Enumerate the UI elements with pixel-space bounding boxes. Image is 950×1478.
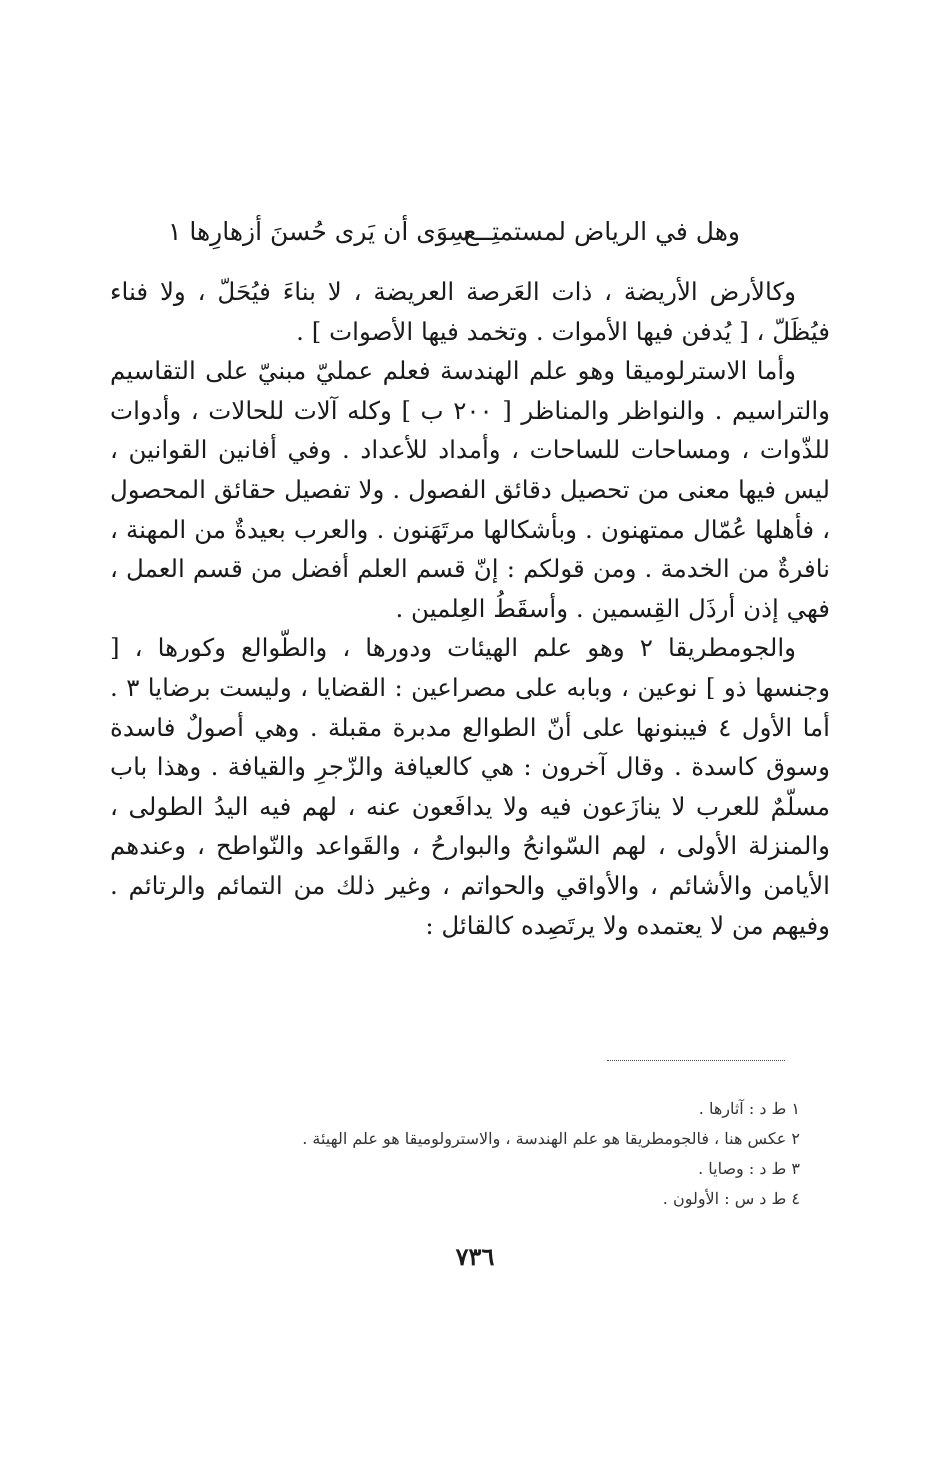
paragraph-1: وكالأرض الأريضة ، ذات العَرصة العريضة ، لا بناءَ فيُحَلّ ، ولا فناء فيُظَلّ ، [ يُدفن فيها الأموات . وتخمد فيها الأصوات ] . [110,277,830,346]
footnotes [210,1094,800,1214]
footnote-1: ١ ط د : آثارها . [698,1099,800,1118]
verse-hemistich-second: سِوَى أن يَرى حُسنَ أزهارِها ١ [168,217,470,246]
footnote-separator [607,1060,785,1061]
page-number: ٧٣٦ [455,1242,495,1271]
paragraph-3: والجومطريقا ٢ وهو علم الهيئات ودورها ، والطّوالع وكورها ، [ وجنسها ذو ] نوعين ، وبابه على مصراعين : القضايا ، وليست برضايا ٣ . أما الأول ٤ فيبنونها على أنّ الطوالع مدبرة مقبلة . وهي أصولٌ فاسدة وسوق كاسدة . وقال آخرون : هي كالعيافة والزّجرِ والقيافة . وهذا باب مسلّمٌ للعرب لا ينازَعون فيه ولا يدافَعون عنه ، لهم فيه اليدُ الطولى ، والمنزلة الأولى ، لهم السّوانحُ والبوارحُ ، والقَواعد والنّواطح ، وعندهم الأيامن والأشائم ، والأواقي والحواتم ، وغير ذلك من التمائم والرتائم . وفيهم من لا يعتمده ولا يرتَصِده كالقائل : [110,633,830,940]
footnote-2: ٢ عكس هنا ، فالجومطريقا هو علم الهندسة ، والاسترولوميقا هو علم الهيئة . [302,1129,800,1148]
verse-hemistich-first: وهل في الرياض لمستمتِــع [464,217,740,246]
footnote-3: ٣ ط د : وصايا . [698,1159,800,1178]
poetry-verse [150,212,740,252]
paragraph-2: وأما الاسترلوميقا وهو علم الهندسة فعلم عمليّ مبنيّ على التقاسيم والتراسيم . والنواظر والمناظر [ ٢٠٠ ب ] وكله آلات للحالات ، وأدوات للذّوات ، ومساحات للساحات ، وأمداد للأعداد . وفي أفانين القوانين ، ليس فيها معنى من تحصيل دقائق الفصول . ولا تفصيل حقائق المحصول ، فأهلها عُمّال ممتهنون . وبأشكالها مرتَهَنون . والعرب بعيدةٌ من المهنة ، نافرةٌ من الخدمة . ومن قولكم : إنّ قسم العلم أفضل من قسم العمل ، فهي إذن أرذَل القِسمين . وأسقَطُ العِلمين . [110,356,831,623]
footnote-4: ٤ ط د س : الأولون . [662,1189,800,1208]
main-text [110,272,830,945]
